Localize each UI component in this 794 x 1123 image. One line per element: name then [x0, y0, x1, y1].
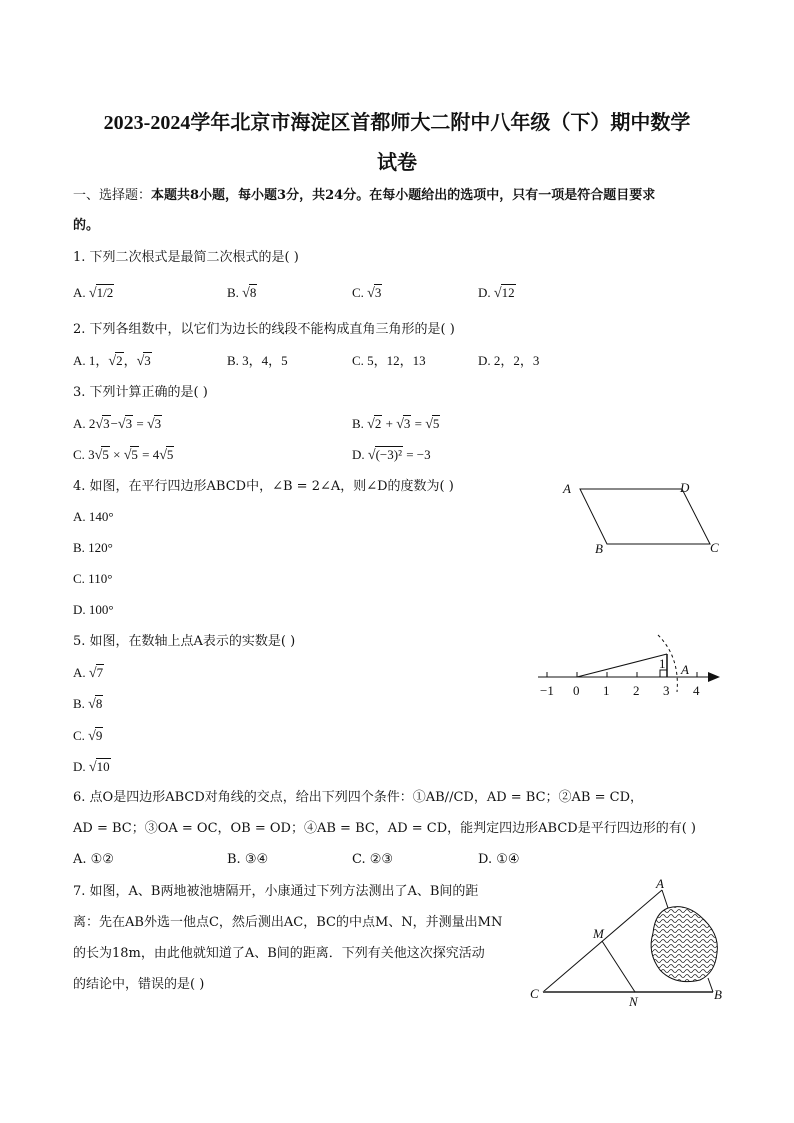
label-d: D — [680, 480, 690, 495]
q4-option-d[interactable]: D. 100° — [73, 602, 114, 617]
label-b: B — [714, 987, 722, 1002]
section-label: 一、选择题： — [73, 188, 152, 203]
tick-label: 2 — [633, 683, 640, 698]
q6-option-a[interactable]: A. ①② — [73, 852, 114, 867]
q6-option-b[interactable]: B. ③④ — [227, 852, 269, 867]
question-6-stem: 6. 点O是四边形ABCD对角线的交点，给出下列四个条件：①AB//CD，AD = BC；②AB = CD， — [73, 790, 643, 805]
axis-arrow-icon — [708, 672, 720, 682]
axis-ticks — [547, 672, 697, 677]
point-a-label: A — [681, 662, 689, 677]
question-7-stem: 离：先在AB外选一他点C，然后测出AC，BC的中点M、N，并测量出MN — [73, 915, 503, 930]
question-7-stem: 7. 如图，A、B两地被池塘隔开，小康通过下列方法测出了A、B间的距 — [73, 884, 479, 899]
segment-pond-b — [708, 978, 713, 992]
page-title-line2: 试卷 — [377, 152, 417, 174]
q3-option-b[interactable]: B. √2 + √3 = √5 — [352, 416, 440, 432]
q4-option-c[interactable]: C. 110° — [73, 571, 113, 586]
q1-option-d[interactable]: D. √12 — [478, 285, 515, 301]
question-7-stem: 的结论中，错误的是( ) — [73, 977, 205, 992]
q1-option-b[interactable]: B. √8 — [227, 285, 257, 301]
q3-option-c[interactable]: C. 3√5 × √5 = 4√5 — [73, 447, 174, 463]
label-a: A — [656, 878, 664, 891]
section-instructions: 本题共8小题，每小题3分，共24分。在每小题给出的选项中，只有一项是符合题目要求 — [151, 188, 656, 203]
q5-option-d[interactable]: D. √10 — [73, 759, 110, 775]
question-1-stem: 1. 下列二次根式是最简二次根式的是( ) — [73, 250, 299, 265]
parallelogram-abcd — [580, 489, 710, 544]
section-instructions-end: 的。 — [73, 218, 100, 233]
q2-option-b[interactable]: B. 3，4，5 — [227, 353, 288, 368]
q2-option-a[interactable]: A. 1，√2，√3 — [73, 353, 151, 369]
section-heading — [73, 188, 655, 204]
label-b: B — [595, 541, 603, 556]
tick-label: 1 — [603, 683, 610, 698]
tick-label: −1 — [540, 683, 554, 698]
q6-option-c[interactable]: C. ②③ — [352, 852, 394, 867]
right-angle-mark — [660, 670, 667, 677]
q5-option-c[interactable]: C. √9 — [73, 728, 103, 744]
q6-option-d[interactable]: D. ①④ — [478, 852, 520, 867]
page-title: 2023-2024学年北京市海淀区首都师大二附中八年级（下）期中数学 — [103, 112, 691, 134]
question-4-stem: 4. 如图，在平行四边形ABCD中，∠B = 2∠A，则∠D的度数为( ) — [73, 479, 454, 494]
unit-label: 1 — [659, 656, 666, 671]
label-n: N — [629, 994, 638, 1008]
question-6-stem-cont: AD = BC；③OA = OC，OB = OD；④AB = BC，AD = CD，能判定四边形ABCD是平行四边形的有( ) — [73, 821, 696, 836]
hypotenuse — [577, 654, 667, 677]
question-5-stem: 5. 如图，在数轴上点A表示的实数是( ) — [73, 634, 296, 649]
q3-option-d[interactable]: D. √(−3)² = −3 — [352, 447, 431, 463]
segment-a-pond — [662, 890, 668, 908]
label-a: A — [563, 481, 571, 496]
pond — [651, 907, 717, 982]
question-3-stem: 3. 下列计算正确的是( ) — [73, 385, 208, 400]
question-2-stem: 2. 下列各组数中，以它们为边长的线段不能构成直角三角形的是( ) — [73, 322, 455, 337]
q5-option-b[interactable]: B. √8 — [73, 696, 103, 712]
tick-label: 3 — [663, 683, 670, 698]
q5-option-a[interactable]: A. √7 — [73, 665, 104, 681]
parallelogram-figure — [555, 475, 730, 560]
label-c: C — [530, 986, 539, 1001]
q3-option-a[interactable]: A. 2√3−√3 = √3 — [73, 416, 162, 432]
label-m: M — [593, 926, 604, 941]
q1-option-c[interactable]: C. √3 — [352, 285, 382, 301]
segment-mn — [602, 941, 635, 992]
q2-option-c[interactable]: C. 5，12，13 — [352, 353, 426, 368]
q2-option-d[interactable]: D. 2，2，3 — [478, 353, 540, 368]
label-c: C — [710, 540, 719, 555]
tick-label: 4 — [693, 683, 700, 698]
tick-label: 0 — [573, 683, 580, 698]
q4-option-a[interactable]: A. 140° — [73, 509, 114, 524]
pond-triangle-figure — [525, 878, 740, 1008]
number-line-figure — [530, 632, 730, 704]
question-7-stem: 的长为18m，由此他就知道了A、B间的距离．下列有关他这次探究活动 — [73, 946, 485, 961]
q1-option-a[interactable]: A. √1/2 — [73, 285, 114, 301]
q4-option-b[interactable]: B. 120° — [73, 540, 113, 555]
